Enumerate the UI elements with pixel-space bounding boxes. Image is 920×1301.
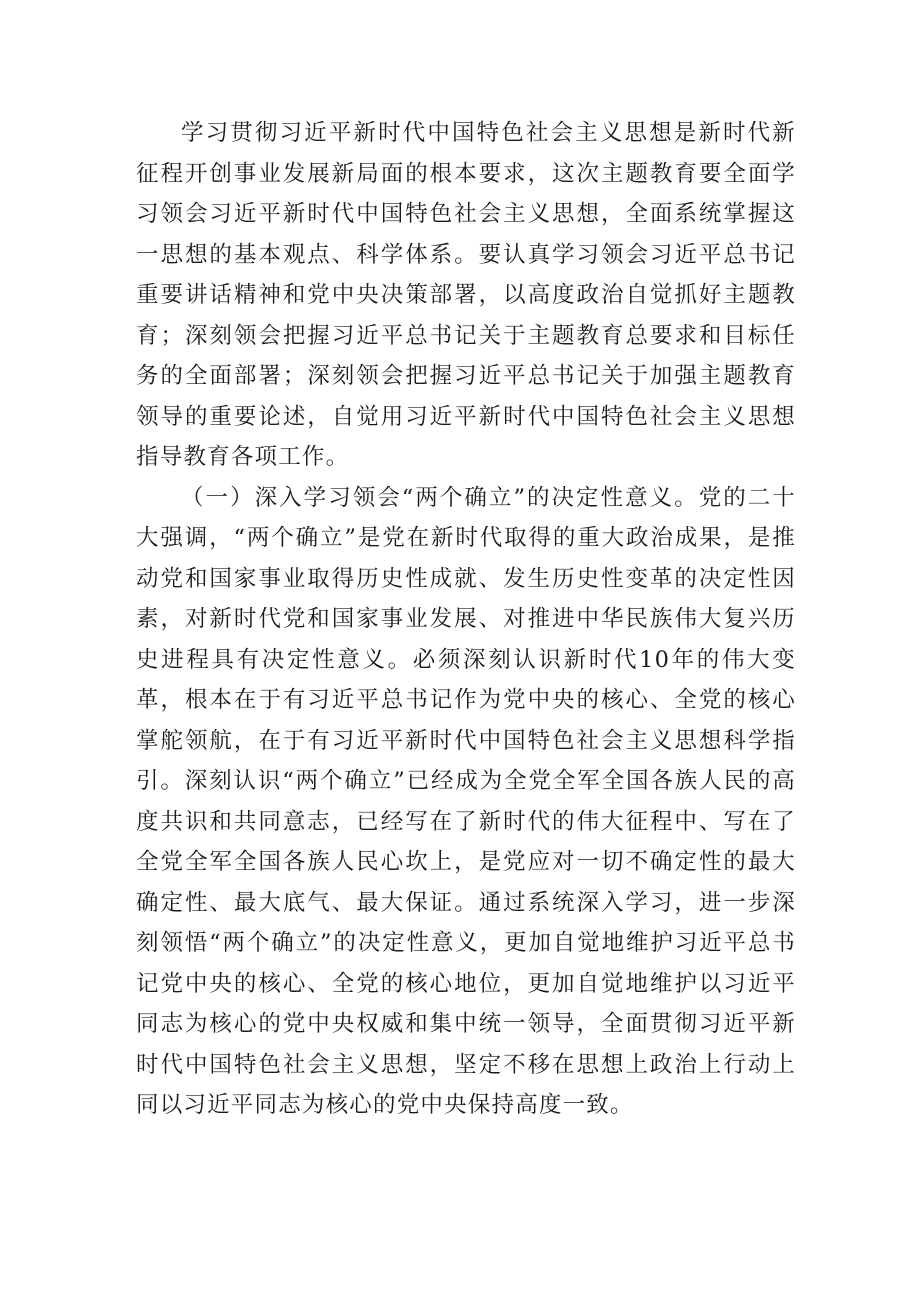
document-body [136,113,796,1126]
paragraph-intro: 学习贯彻习近平新时代中国特色社会主义思想是新时代新征程开创事业发展新局面的根本要求，这次主题教育要全面学习领会习近平新时代中国特色社会主义思想，全面系统掌握这一思想的基本观点、科学体系。要认真学习领会习近平总书记重要讲话精神和党中央决策部署，以高度政治自觉抓好主题教育；深刻领会把握习近平总书记关于主题教育总要求和目标任务的全面部署；深刻领会把握习近平总书记关于加强主题教育领导的重要论述，自觉用习近平新时代中国特色社会主义思想指导教育各项工作。 [136,120,796,470]
paragraph-section-one: （一）深入学习领会“两个确立”的决定性意义。党的二十大强调，“两个确立”是党在新时代取得的重大政治成果，是推动党和国家事业取得历史性成就、发生历史性变革的决定性因素，对新时代党和国家事业发展、对推进中华民族伟大复兴历史进程具有决定性意义。必须深刻认识新时代10年的伟大变革，根本在于有习近平总书记作为党中央的核心、全党的核心掌舵领航，在于有习近平新时代中国特色社会主义思想科学指引。深刻认识“两个确立”已经成为全党全军全国各族人民的高度共识和共同意志，已经写在了新时代的伟大征程中、写在了全党全军全国各族人民心坎上，是党应对一切不确定性的最大确定性、最大底气、最大保证。通过系统深入学习，进一步深刻领悟“两个确立”的决定性意义，更加自觉地维护习近平总书记党中央的核心、全党的核心地位，更加自觉地维护以习近平同志为核心的党中央权威和集中统一领导，全面贯彻习近平新时代中国特色社会主义思想，坚定不移在思想上政治上行动上同以习近平同志为核心的党中央保持高度一致。 [136,484,796,1118]
